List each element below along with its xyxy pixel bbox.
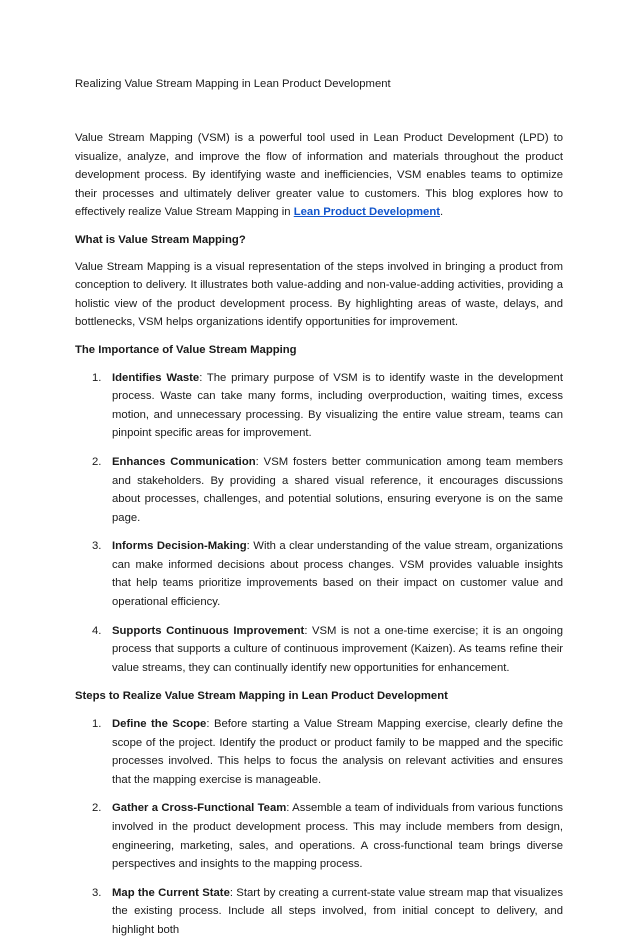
list-item [92,537,563,611]
list-item [92,799,563,873]
list-item-term: Enhances Communication [112,455,256,468]
list-item-term: Supports Continuous Improvement [112,624,305,637]
list-item-text: : The primary purpose of VSM is to identify waste in the development process. Waste can take many forms, including overproduction, waiting times, excess motion, and unnecessary processing. By visualizing the entire value stream, teams can pinpoint specific areas for improvement. [112,371,563,440]
list-item-text: : Before starting a Value Stream Mapping exercise, clearly define the scope of the project. Identify the product or product family to be mapped and the specific processes involved. This helps to focus the analysis on relevant activities and ensures that the mapping exercise is manageable. [112,718,563,786]
section-heading-importance: The Importance of Value Stream Mapping [75,343,297,356]
intro-text-end: . [440,206,444,219]
list-item-number: 3. [92,540,102,553]
list-item-number: 1. [92,371,102,384]
list-item-number: 2. [92,455,102,468]
list-item [92,369,563,443]
list-item-number: 4. [92,624,102,637]
list-item-number: 1. [92,718,102,731]
list-item-text: : With a clear understanding of the value stream, organizations can make informed decisions about process changes. VSM provides valuable insights that help teams prioritize improvements based on their impact on customer value and operational efficiency. [112,540,563,609]
lean-product-development-link[interactable]: Lean Product Development [293,206,440,219]
steps-list [75,715,563,940]
section-heading-steps: Steps to Realize Value Stream Mapping in Lean Product Development [75,690,448,703]
list-item-term: Gather a Cross-Functional Team [112,802,287,815]
section-heading-what-is-vsm: What is Value Stream Mapping? [75,233,246,246]
list-item-text: : VSM fosters better communication among team members and stakeholders. By providing a shared visual reference, it encourages discussions about processes, challenges, and potential solutions, ensuring everyone is on the same page. [112,455,563,524]
what-is-vsm-paragraph: Value Stream Mapping is a visual representation of the steps involved in bringing a product from conception to delivery. It illustrates both value-adding and non-value-adding activities, providing a holistic view of the product development process. By highlighting areas of waste, delays, and bottlenecks, VSM helps organizations identify opportunities for improvement. [75,260,563,329]
list-item [92,884,563,940]
list-item-text: : VSM is not a one-time exercise; it is an ongoing process that supports a culture of continuous improvement (Kaizen). As teams refine their value streams, they can continually identify new opportunities for enhancement. [112,624,564,674]
list-item-term: Identifies Waste [112,371,200,384]
list-item-term: Informs Decision-Making [112,540,247,553]
document-title: Realizing Value Stream Mapping in Lean Product Development [75,78,391,90]
list-item [92,715,563,789]
list-item [92,622,564,678]
list-item-term: Define the Scope [112,718,207,731]
intro-paragraph [75,129,563,222]
list-item-number: 3. [92,886,102,899]
list-item-number: 2. [92,802,102,815]
list-item-term: Map the Current State [112,886,230,899]
intro-text: Value Stream Mapping (VSM) is a powerful tool used in Lean Product Development (LPD) to visualize, analyze, and improve the flow of information and materials throughout the product development process. By identifying waste and inefficiencies, VSM enables teams to optimize their processes and ultimately deliver greater value to customers. This blog explores how to effectively realize Value Stream Mapping in [75,132,563,219]
list-item [92,453,563,527]
list-item-text: : Start by creating a current-state value stream map that visualizes the existing process. Include all steps involved, from initial concept to delivery, and highlight both [112,886,563,936]
importance-list [75,369,563,678]
list-item-text: : Assemble a team of individuals from various functions involved in the product development process. This may include members from design, engineering, marketing, sales, and operations. A cross-functional team brings diverse perspectives and insights to the mapping process. [112,802,563,871]
